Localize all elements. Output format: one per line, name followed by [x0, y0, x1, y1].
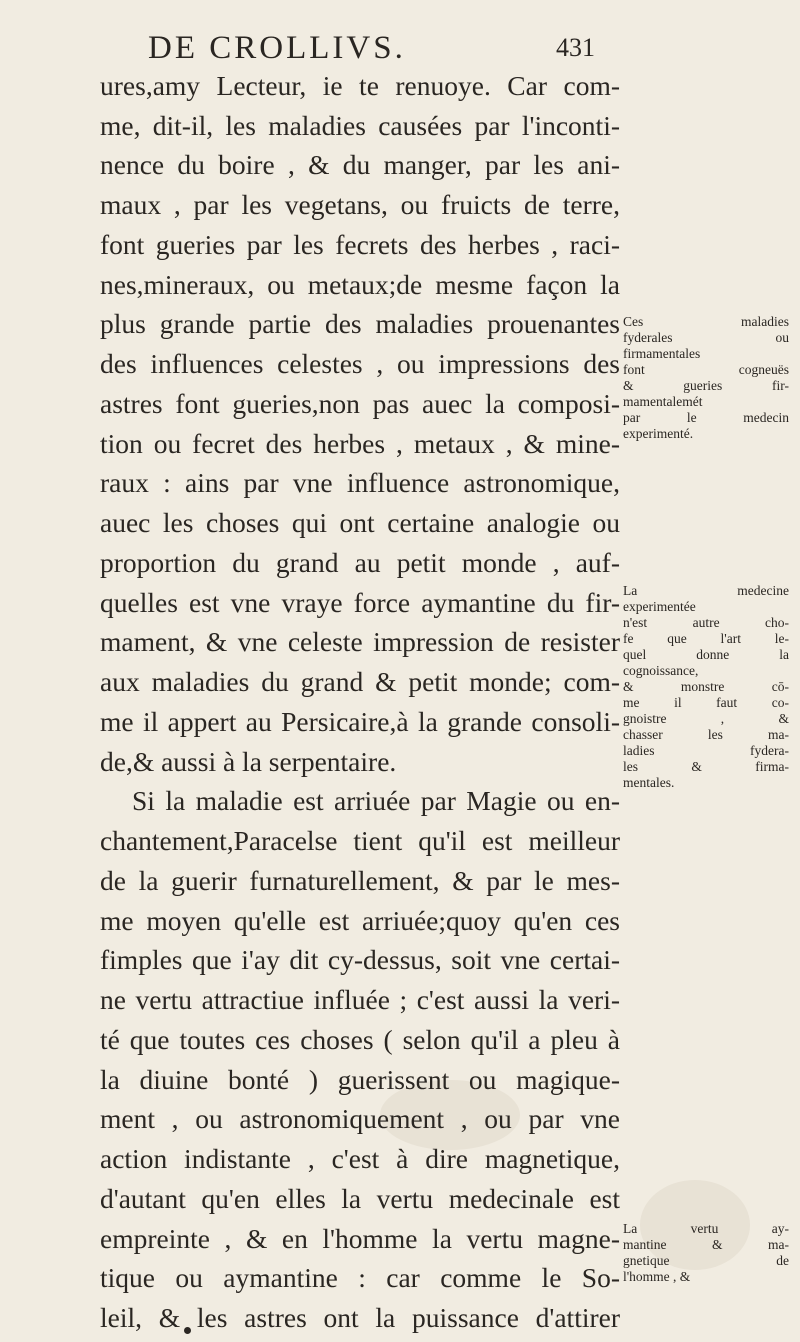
margin-note-line: les & firma- [623, 759, 789, 774]
margin-note-line: experimenté. [623, 426, 694, 441]
text-line: maux , par les vegetans, ou fruicts de terre, [100, 189, 620, 220]
text-line: ne vertu attractiue influée ; c'est aussi la veri- [100, 984, 620, 1015]
margin-note-line: gnetique de [623, 1253, 789, 1268]
text-line: aux maladies du grand & petit monde; com- [100, 666, 620, 697]
margin-note-line: font cogneuës [623, 362, 789, 377]
text-line: chantement,Paracelse tient qu'il est meilleur [100, 825, 620, 856]
text-line: ment , ou astronomiquement , ou par vne [100, 1103, 620, 1134]
margin-note-line: mentales. [623, 775, 675, 790]
text-line: empreinte , & en l'homme la vertu magne- [100, 1223, 620, 1254]
text-line: tion ou fecret des herbes , metaux , & mine- [100, 428, 620, 459]
text-line: fimples que i'ay dit cy-dessus, soit vne certai- [100, 944, 620, 975]
margin-note-line: La vertu ay- [623, 1221, 789, 1236]
margin-note-line: & monstre cō- [623, 679, 789, 694]
margin-note-line: gnoistre , & [623, 711, 789, 726]
text-line: raux : ains par vne influence astronomique, [100, 467, 620, 498]
margin-note-line: Ces maladies [623, 314, 789, 329]
text-line: nence du boire , & du manger, par les ani- [100, 149, 620, 180]
text-line: me il appert au Persicaire,à la grande consoli- [100, 706, 620, 737]
text-line: astres font gueries,non pas auec la composi- [100, 388, 620, 419]
running-title: DE CROLLIVS. [148, 30, 406, 66]
text-line: leil, & les astres ont la puissance d'attirer [100, 1302, 620, 1333]
text-line: Si la maladie est arriuée par Magie ou en- [132, 785, 620, 816]
text-line: me moyen qu'elle est arriuée;quoy qu'en ces [100, 905, 620, 936]
text-line: me, dit-il, les maladies causées par l'inconti- [100, 110, 620, 141]
text-line: mament, & vne celeste impression de resister [100, 626, 620, 657]
page-number: 431 [556, 33, 595, 62]
text-line: plus grande partie des maladies prouenantes [100, 308, 620, 339]
text-line: de la guerir furnaturellement, & par le mes- [100, 865, 620, 896]
text-line: la diuine bonté ) guerissent ou magique- [100, 1064, 620, 1095]
margin-note-line: chasser les ma- [623, 727, 789, 742]
margin-note-line: par le medecin [623, 410, 789, 425]
margin-note-line: fe que l'art le- [623, 631, 789, 646]
margin-note-line: La medecine [623, 583, 789, 598]
margin-note-line: experimentée [623, 599, 696, 614]
text-line: d'autant qu'en elles la vertu medecinale est [100, 1183, 620, 1214]
text-line: de,& aussi à la serpentaire. [100, 746, 397, 777]
margin-note-line: mamentalemét [623, 394, 703, 409]
margin-note-line: n'est autre cho- [623, 615, 789, 630]
text-line: quelles est vne vraye force aymantine du fir- [100, 587, 620, 618]
margin-note-line: mantine & ma- [623, 1237, 789, 1252]
text-line: ures,amy Lecteur, ie te renuoye. Car com- [100, 70, 620, 101]
margin-note-line: ladies fydera- [623, 743, 789, 758]
text-line: action indistante , c'est à dire magnetique, [100, 1143, 620, 1174]
text-line: tique ou aymantine : car comme le So- [100, 1262, 620, 1293]
margin-note-line: fyderales ou [623, 330, 789, 345]
text-line: font gueries par les fecrets des herbes , raci- [100, 229, 620, 260]
text-line: auec les choses qui ont certaine analogie ou [100, 507, 620, 538]
text-line: té que toutes ces choses ( selon qu'il a pleu à [100, 1024, 620, 1055]
margin-note-line: & gueries fir- [623, 378, 789, 393]
margin-note-line: l'homme , & [623, 1269, 691, 1284]
margin-note-line: firmamentales [623, 346, 701, 361]
text-line: nes,mineraux, ou metaux;de mesme façon la [100, 269, 620, 300]
margin-note-line: me il faut co- [623, 695, 789, 710]
margin-note-line: cognoissance, [623, 663, 699, 678]
text-line: des influences celestes , ou impressions des [100, 348, 620, 379]
margin-note-line: quel donne la [623, 647, 789, 662]
text-line: proportion du grand au petit monde , auf- [100, 547, 620, 578]
